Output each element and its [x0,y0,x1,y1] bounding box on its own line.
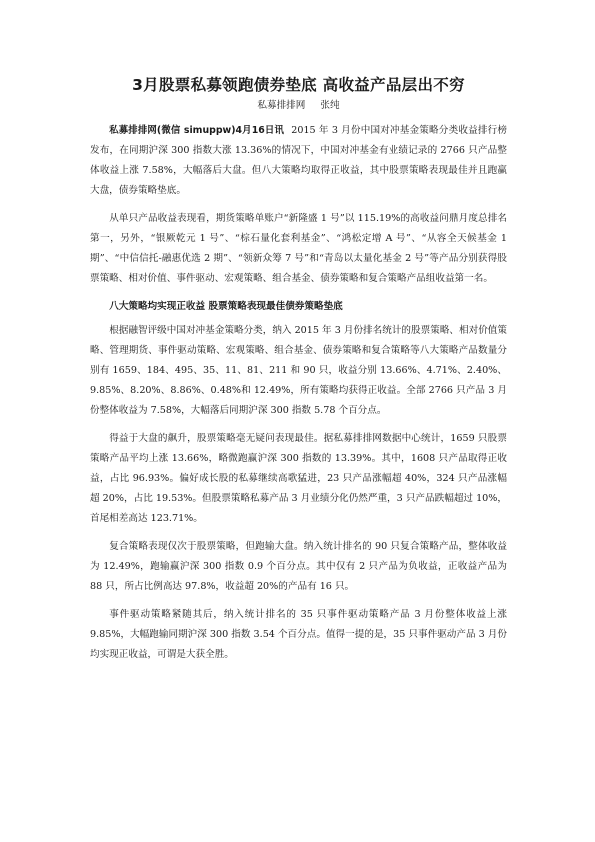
paragraph-3: 根据融智评级中国对冲基金策略分类，纳入 2015 年 3 月份排名统计的股票策略、相对价值策略、管理期货、事件驱动策略、宏观策略、组合基金、债券策略和复合策略等八大策略产品数量分别有 1659、184、495、35、11、81、211 和 90 只，收益分别 13.66%、4.71%、2.40%、9.85%、8.20%、8.86%、0.48%和 12.49%，所有策略均获得正收益。全部 2766 只产品 3 月份整体收益为 7.58%，大幅落后同期沪深 300 指数 5.78 个百分点。 [90,325,507,416]
paragraph-1-text: 2015 年 3 月份中国对冲基金策略分类收益排行榜发布，在同期沪深 300 指数大涨 13.36%的情况下，中国对冲基金有业绩记录的 2766 只产品整体收益上涨 7.58%，大幅落后大盘。但八大策略均取得正收益，其中股票策略表现最佳并且跑赢大盘，债券策略垫底。 [90,125,507,196]
article-title: 3月股票私募领跑债券垫底 高收益产品层出不穷 [132,76,465,94]
byline-source: 私募排排网 [257,100,306,111]
paragraph-1 [90,121,507,201]
byline-author: 张纯 [320,100,340,111]
paragraph-5: 复合策略表现仅次于股票策略，但跑输大盘。纳入统计排名的 90 只复合策略产品，整体收益为 12.49%，跑输赢沪深 300 指数 0.9 个百分点。其中仅有 2 只产品为负收益，正收益产品为 88 只，所占比例高达 97.8%，收益超 20%的产品有 16 只。 [90,541,507,592]
section-subheading: 八大策略均实现正收益 股票策略表现最佳债券策略垫底 [109,301,343,312]
paragraph-6: 事件驱动策略紧随其后，纳入统计排名的 35 只事件驱动策略产品 3 月份整体收益上涨 9.85%，大幅跑输同期沪深 300 指数 3.54 个百分点。值得一提的是，35 只事件驱动产品 3 月份均实现正收益，可谓是大获全胜。 [90,609,507,660]
byline [90,98,507,113]
dateline: 私募排排网(微信 simuppw)4月16日讯 [109,125,285,136]
paragraph-4: 得益于大盘的飙升，股票策略毫无疑问表现最佳。据私募排排网数据中心统计，1659 只股票策略产品平均上涨 13.66%，略微跑赢沪深 300 指数的 13.39%。其中，1608 只产品取得正收益，占比 96.93%。偏好成长股的私募继续高歌猛进，23 只产品涨幅超 40%，324 只产品涨幅超 20%，占比 19.53%。但股票策略私募产品 3 月业绩分化仍然严重，3 只产品跌幅超过 10%，首尾相差高达 123.71%。 [90,433,507,524]
paragraph-2: 从单只产品收益表现看，期货策略单账户“新隆盛 1 号”以 115.19%的高收益问鼎月度总排名第一，另外，“银厥乾元 1 号”、“棕石量化套利基金”、“鸿松定增 A 号”、“从容全天候基金 1 期”、“中信信托-融惠优选 2 期”、“领新众筹 7 号”和“青岛以太量化基金 2 号”等产品分别获得股票策略、相对价值、事件驱动、宏观策略、组合基金、债券策略和复合策略产品组收益第一名。 [90,213,507,284]
